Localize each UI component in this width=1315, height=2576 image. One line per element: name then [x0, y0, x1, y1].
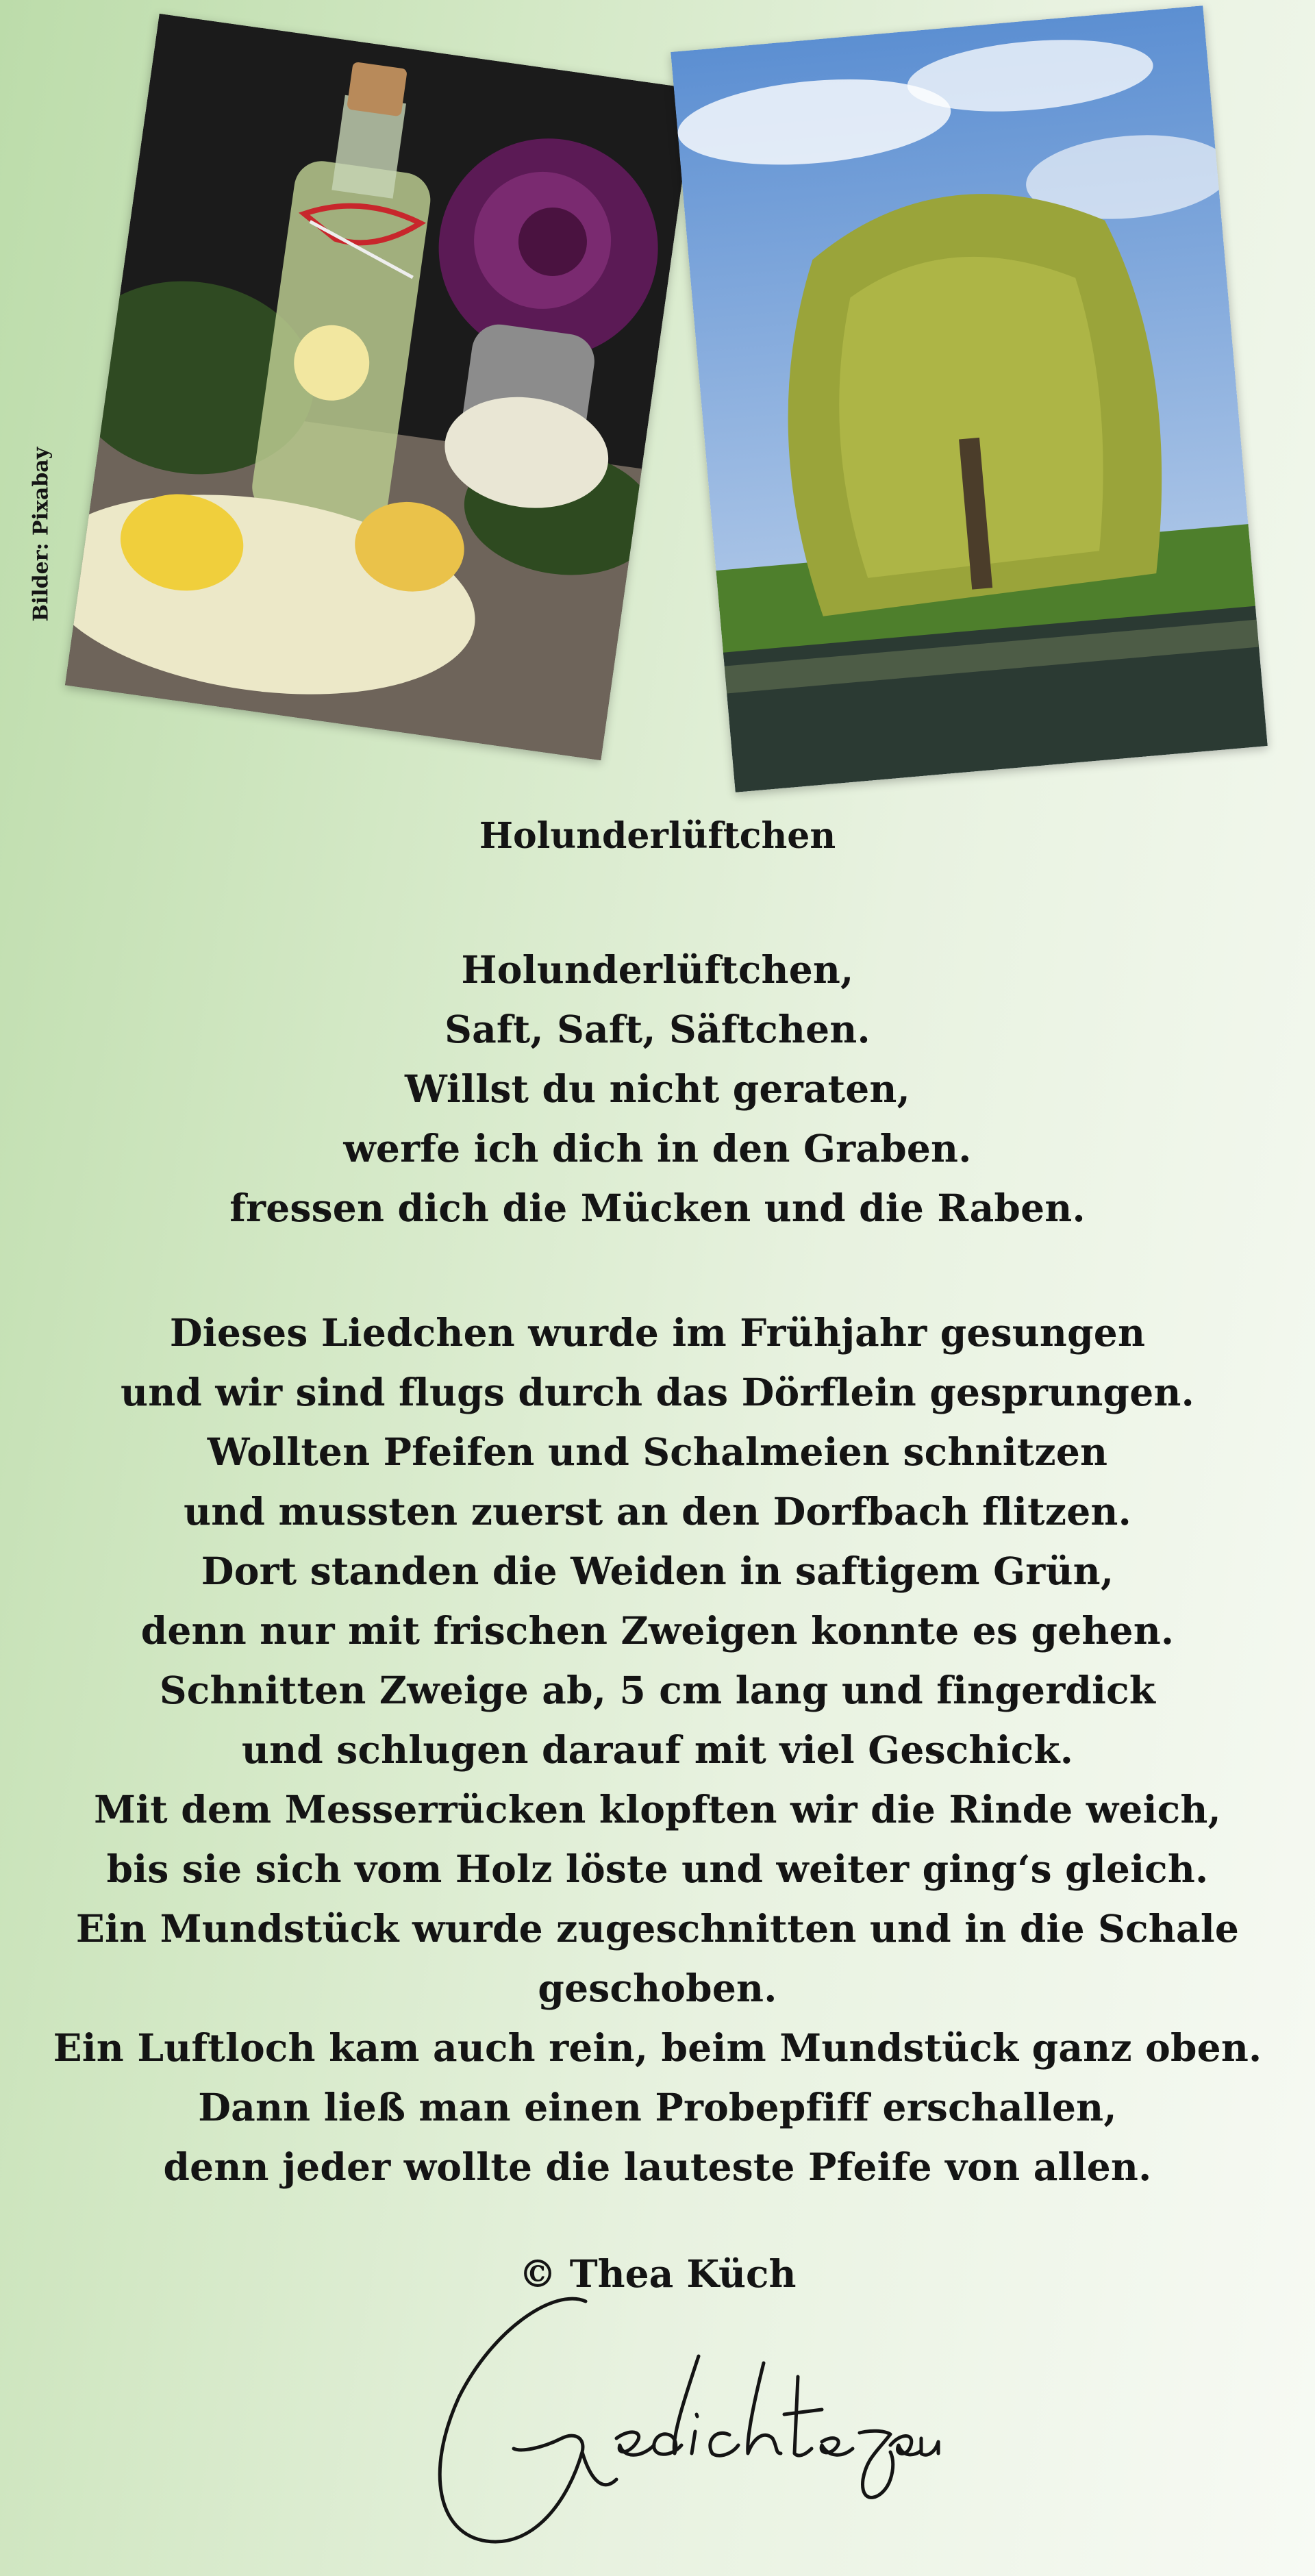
stanza-1 — [0, 940, 1315, 1238]
verse-line: und schlugen darauf mit viel Geschick. — [241, 1727, 1074, 1773]
poem — [0, 815, 1315, 2297]
image-credit: Bilder: Pixabay — [29, 447, 53, 622]
verse-line: Dann ließ man einen Probepfiff erschallen, — [198, 2085, 1117, 2130]
verse-line: Dort standen die Weiden in saftigem Grün, — [201, 1549, 1114, 1594]
willow-pond-illustration — [671, 5, 1268, 792]
verse-line: bis sie sich vom Holz löste und weiter ging‘s gleich. — [106, 1847, 1209, 1892]
verse-line: Willst du nicht geraten, — [405, 1066, 910, 1112]
verse-line: fressen dich die Mücken und die Raben. — [229, 1186, 1086, 1231]
gedichtezauber-signature-logo — [411, 2274, 959, 2562]
elderflower-bottle-illustration — [65, 14, 695, 760]
verse-line: denn jeder wollte die lauteste Pfeife von allen. — [163, 2144, 1152, 2190]
poem-title: Holunderlüftchen — [479, 815, 836, 857]
verse-line: Holunderlüftchen, — [461, 947, 854, 992]
copyright: © Thea Küch — [518, 2251, 797, 2297]
elderflower-bottle-photo — [65, 14, 695, 760]
verse-line: denn nur mit frischen Zweigen konnte es gehen. — [140, 1608, 1175, 1653]
verse-line: Ein Luftloch kam auch rein, beim Mundstück ganz oben. — [53, 2025, 1262, 2071]
verse-line: Schnitten Zweige ab, 5 cm lang und fingerdick — [159, 1668, 1156, 1713]
verse-line: Mit dem Messerrücken klopften wir die Rinde weich, — [94, 1787, 1221, 1832]
verse-line: Wollten Pfeifen und Schalmeien schnitzen — [207, 1429, 1108, 1475]
willow-pond-photo — [671, 5, 1268, 792]
verse-line: Saft, Saft, Säftchen. — [444, 1007, 871, 1052]
verse-line: werfe ich dich in den Graben. — [343, 1126, 972, 1171]
stanza-2 — [0, 1303, 1315, 2197]
verse-line: Ein Mundstück wurde zugeschnitten und in die Schale geschoben. — [75, 1906, 1240, 2011]
verse-line: und wir sind flugs durch das Dörflein gesprungen. — [121, 1370, 1194, 1415]
verse-line: Dieses Liedchen wurde im Frühjahr gesungen — [169, 1310, 1146, 1355]
verse-line: und mussten zuerst an den Dorfbach flitzen. — [184, 1489, 1131, 1534]
